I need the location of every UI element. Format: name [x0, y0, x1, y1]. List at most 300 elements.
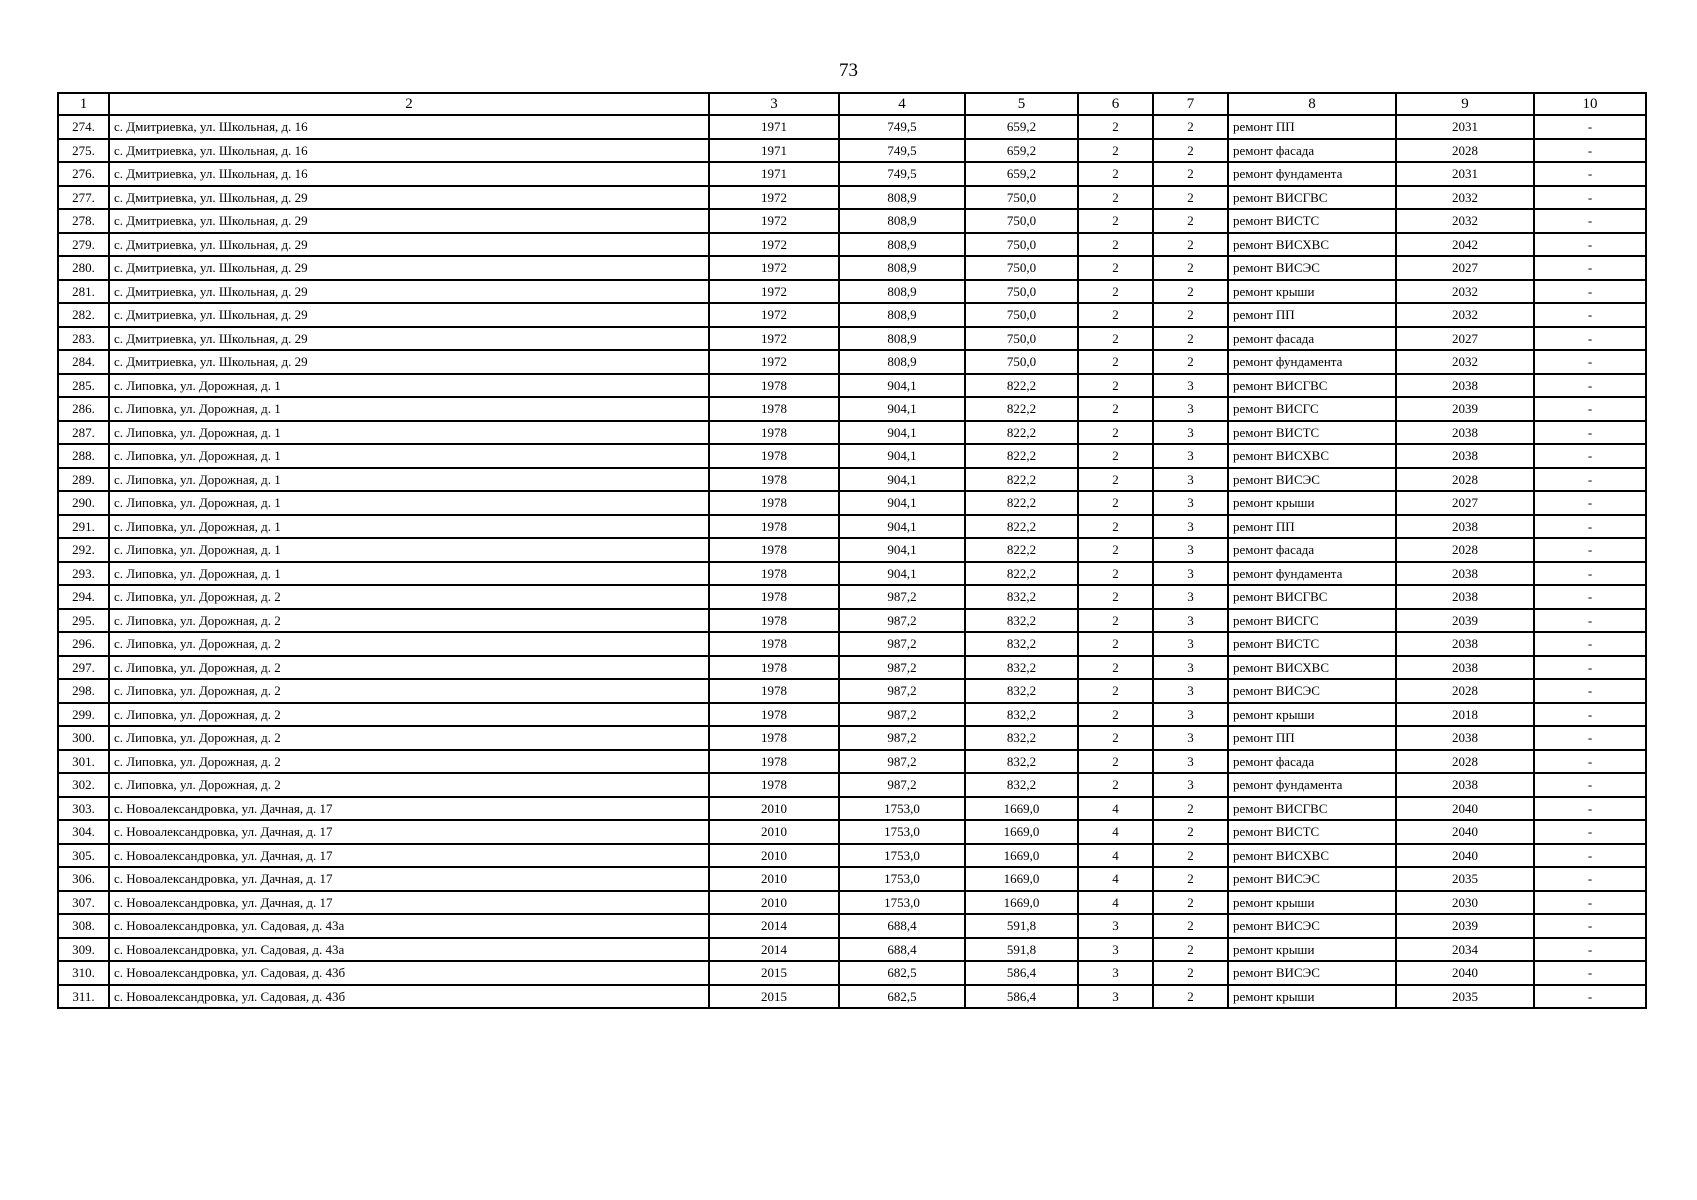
cell-planned-year: 2038 [1396, 444, 1534, 468]
table-row [58, 397, 1646, 421]
cell-entrances: 3 [1153, 538, 1228, 562]
cell-total-area: 682,5 [839, 961, 965, 985]
cell-year: 2014 [709, 914, 839, 938]
cell-total-area: 987,2 [839, 656, 965, 680]
cell-work-type: ремонт ВИСЭС [1228, 679, 1396, 703]
cell-floors: 2 [1078, 209, 1153, 233]
cell-entrances: 2 [1153, 209, 1228, 233]
cell-row-number: 294. [58, 585, 109, 609]
cell-year: 1978 [709, 444, 839, 468]
cell-address: с. Липовка, ул. Дорожная, д. 1 [109, 491, 709, 515]
cell-floors: 2 [1078, 703, 1153, 727]
cell-work-type: ремонт крыши [1228, 938, 1396, 962]
cell-row-number: 286. [58, 397, 109, 421]
cell-entrances: 2 [1153, 280, 1228, 304]
cell-floors: 4 [1078, 844, 1153, 868]
cell-year: 2010 [709, 797, 839, 821]
cell-living-area: 750,0 [965, 350, 1078, 374]
cell-total-area: 808,9 [839, 280, 965, 304]
cell-total-area: 904,1 [839, 515, 965, 539]
cell-floors: 2 [1078, 468, 1153, 492]
cell-floors: 4 [1078, 891, 1153, 915]
cell-note: - [1534, 938, 1646, 962]
cell-planned-year: 2032 [1396, 350, 1534, 374]
table-row [58, 115, 1646, 139]
cell-planned-year: 2035 [1396, 867, 1534, 891]
cell-row-number: 276. [58, 162, 109, 186]
cell-work-type: ремонт фундамента [1228, 773, 1396, 797]
cell-planned-year: 2039 [1396, 397, 1534, 421]
cell-entrances: 2 [1153, 327, 1228, 351]
cell-total-area: 904,1 [839, 397, 965, 421]
cell-year: 2010 [709, 891, 839, 915]
cell-work-type: ремонт фасада [1228, 750, 1396, 774]
cell-address: с. Липовка, ул. Дорожная, д. 1 [109, 468, 709, 492]
cell-total-area: 1753,0 [839, 844, 965, 868]
cell-entrances: 3 [1153, 421, 1228, 445]
table-row [58, 186, 1646, 210]
cell-total-area: 904,1 [839, 468, 965, 492]
cell-work-type: ремонт ВИСТС [1228, 820, 1396, 844]
cell-living-area: 750,0 [965, 233, 1078, 257]
cell-year: 1978 [709, 515, 839, 539]
cell-address: с. Липовка, ул. Дорожная, д. 2 [109, 726, 709, 750]
cell-planned-year: 2035 [1396, 985, 1534, 1009]
cell-note: - [1534, 186, 1646, 210]
cell-living-area: 659,2 [965, 115, 1078, 139]
table-row [58, 256, 1646, 280]
cell-year: 1972 [709, 233, 839, 257]
cell-year: 1978 [709, 491, 839, 515]
cell-living-area: 1669,0 [965, 844, 1078, 868]
cell-work-type: ремонт фасада [1228, 327, 1396, 351]
cell-row-number: 292. [58, 538, 109, 562]
cell-work-type: ремонт ВИСХВС [1228, 233, 1396, 257]
cell-note: - [1534, 374, 1646, 398]
table-row [58, 233, 1646, 257]
repair-register-table [57, 92, 1647, 1009]
table-row [58, 609, 1646, 633]
table-row [58, 867, 1646, 891]
cell-note: - [1534, 444, 1646, 468]
cell-total-area: 987,2 [839, 703, 965, 727]
cell-total-area: 1753,0 [839, 867, 965, 891]
cell-note: - [1534, 115, 1646, 139]
cell-floors: 2 [1078, 421, 1153, 445]
table-row [58, 938, 1646, 962]
cell-planned-year: 2034 [1396, 938, 1534, 962]
column-header-3: 3 [709, 93, 839, 115]
cell-floors: 2 [1078, 280, 1153, 304]
cell-address: с. Липовка, ул. Дорожная, д. 2 [109, 703, 709, 727]
cell-planned-year: 2032 [1396, 209, 1534, 233]
cell-work-type: ремонт фундамента [1228, 350, 1396, 374]
cell-living-area: 832,2 [965, 679, 1078, 703]
cell-total-area: 987,2 [839, 726, 965, 750]
cell-address: с. Липовка, ул. Дорожная, д. 2 [109, 585, 709, 609]
cell-planned-year: 2040 [1396, 820, 1534, 844]
cell-planned-year: 2032 [1396, 186, 1534, 210]
cell-planned-year: 2038 [1396, 773, 1534, 797]
cell-planned-year: 2027 [1396, 327, 1534, 351]
cell-entrances: 3 [1153, 468, 1228, 492]
cell-address: с. Липовка, ул. Дорожная, д. 1 [109, 374, 709, 398]
cell-total-area: 682,5 [839, 985, 965, 1009]
cell-entrances: 3 [1153, 609, 1228, 633]
cell-note: - [1534, 139, 1646, 163]
cell-row-number: 306. [58, 867, 109, 891]
cell-living-area: 1669,0 [965, 891, 1078, 915]
cell-address: с. Липовка, ул. Дорожная, д. 2 [109, 656, 709, 680]
table-row [58, 162, 1646, 186]
cell-entrances: 3 [1153, 444, 1228, 468]
cell-planned-year: 2031 [1396, 162, 1534, 186]
cell-total-area: 1753,0 [839, 820, 965, 844]
cell-living-area: 1669,0 [965, 820, 1078, 844]
cell-living-area: 832,2 [965, 750, 1078, 774]
cell-year: 1971 [709, 139, 839, 163]
cell-planned-year: 2032 [1396, 280, 1534, 304]
cell-year: 1978 [709, 609, 839, 633]
cell-address: с. Дмитриевка, ул. Школьная, д. 16 [109, 139, 709, 163]
cell-planned-year: 2039 [1396, 609, 1534, 633]
cell-living-area: 750,0 [965, 256, 1078, 280]
cell-living-area: 822,2 [965, 374, 1078, 398]
cell-floors: 2 [1078, 609, 1153, 633]
cell-note: - [1534, 985, 1646, 1009]
cell-row-number: 279. [58, 233, 109, 257]
cell-total-area: 808,9 [839, 209, 965, 233]
cell-year: 1971 [709, 115, 839, 139]
column-header-7: 7 [1153, 93, 1228, 115]
cell-floors: 3 [1078, 985, 1153, 1009]
cell-work-type: ремонт ВИСТС [1228, 632, 1396, 656]
cell-row-number: 310. [58, 961, 109, 985]
cell-planned-year: 2040 [1396, 961, 1534, 985]
cell-entrances: 3 [1153, 656, 1228, 680]
cell-total-area: 987,2 [839, 773, 965, 797]
table-row [58, 562, 1646, 586]
cell-note: - [1534, 773, 1646, 797]
table-row [58, 656, 1646, 680]
cell-row-number: 284. [58, 350, 109, 374]
cell-living-area: 750,0 [965, 186, 1078, 210]
cell-note: - [1534, 844, 1646, 868]
page-number: 73 [839, 60, 858, 81]
cell-note: - [1534, 703, 1646, 727]
cell-total-area: 987,2 [839, 632, 965, 656]
table-row [58, 820, 1646, 844]
cell-note: - [1534, 468, 1646, 492]
cell-address: с. Новоалександровка, ул. Дачная, д. 17 [109, 891, 709, 915]
cell-year: 2010 [709, 844, 839, 868]
cell-note: - [1534, 632, 1646, 656]
table-row [58, 703, 1646, 727]
cell-row-number: 288. [58, 444, 109, 468]
cell-note: - [1534, 726, 1646, 750]
cell-living-area: 586,4 [965, 985, 1078, 1009]
cell-note: - [1534, 679, 1646, 703]
table-row [58, 515, 1646, 539]
cell-address: с. Липовка, ул. Дорожная, д. 2 [109, 632, 709, 656]
table-row [58, 726, 1646, 750]
cell-row-number: 304. [58, 820, 109, 844]
cell-address: с. Липовка, ул. Дорожная, д. 2 [109, 679, 709, 703]
cell-floors: 2 [1078, 397, 1153, 421]
column-header-8: 8 [1228, 93, 1396, 115]
cell-year: 1972 [709, 327, 839, 351]
table-row [58, 679, 1646, 703]
cell-total-area: 904,1 [839, 491, 965, 515]
cell-planned-year: 2031 [1396, 115, 1534, 139]
cell-row-number: 282. [58, 303, 109, 327]
cell-total-area: 1753,0 [839, 797, 965, 821]
table-row [58, 421, 1646, 445]
table-row [58, 773, 1646, 797]
cell-floors: 4 [1078, 797, 1153, 821]
cell-row-number: 285. [58, 374, 109, 398]
cell-note: - [1534, 914, 1646, 938]
cell-living-area: 822,2 [965, 562, 1078, 586]
cell-note: - [1534, 397, 1646, 421]
cell-entrances: 3 [1153, 632, 1228, 656]
table-row [58, 797, 1646, 821]
cell-living-area: 822,2 [965, 421, 1078, 445]
cell-address: с. Дмитриевка, ул. Школьная, д. 29 [109, 280, 709, 304]
cell-work-type: ремонт ВИСГС [1228, 397, 1396, 421]
cell-total-area: 904,1 [839, 538, 965, 562]
cell-total-area: 987,2 [839, 679, 965, 703]
cell-row-number: 301. [58, 750, 109, 774]
cell-work-type: ремонт крыши [1228, 280, 1396, 304]
cell-year: 1978 [709, 773, 839, 797]
cell-total-area: 808,9 [839, 186, 965, 210]
cell-entrances: 2 [1153, 139, 1228, 163]
cell-floors: 2 [1078, 327, 1153, 351]
cell-work-type: ремонт ПП [1228, 515, 1396, 539]
cell-year: 1978 [709, 750, 839, 774]
cell-row-number: 309. [58, 938, 109, 962]
cell-entrances: 2 [1153, 844, 1228, 868]
cell-planned-year: 2038 [1396, 585, 1534, 609]
cell-living-area: 1669,0 [965, 867, 1078, 891]
cell-row-number: 291. [58, 515, 109, 539]
cell-work-type: ремонт ВИСГВС [1228, 797, 1396, 821]
cell-address: с. Дмитриевка, ул. Школьная, д. 29 [109, 186, 709, 210]
cell-entrances: 3 [1153, 491, 1228, 515]
cell-work-type: ремонт ПП [1228, 726, 1396, 750]
cell-row-number: 302. [58, 773, 109, 797]
cell-year: 1978 [709, 374, 839, 398]
column-header-2: 2 [109, 93, 709, 115]
table-row [58, 914, 1646, 938]
cell-floors: 2 [1078, 139, 1153, 163]
cell-address: с. Липовка, ул. Дорожная, д. 1 [109, 444, 709, 468]
cell-address: с. Дмитриевка, ул. Школьная, д. 16 [109, 115, 709, 139]
cell-year: 1972 [709, 350, 839, 374]
cell-note: - [1534, 891, 1646, 915]
cell-year: 1978 [709, 726, 839, 750]
cell-living-area: 591,8 [965, 938, 1078, 962]
cell-row-number: 283. [58, 327, 109, 351]
cell-planned-year: 2027 [1396, 256, 1534, 280]
cell-total-area: 749,5 [839, 139, 965, 163]
cell-note: - [1534, 750, 1646, 774]
cell-year: 2015 [709, 985, 839, 1009]
cell-planned-year: 2018 [1396, 703, 1534, 727]
cell-total-area: 1753,0 [839, 891, 965, 915]
table-row [58, 280, 1646, 304]
cell-total-area: 904,1 [839, 421, 965, 445]
cell-total-area: 808,9 [839, 327, 965, 351]
cell-note: - [1534, 233, 1646, 257]
cell-address: с. Новоалександровка, ул. Садовая, д. 43а [109, 938, 709, 962]
cell-total-area: 808,9 [839, 233, 965, 257]
cell-floors: 2 [1078, 256, 1153, 280]
cell-row-number: 295. [58, 609, 109, 633]
cell-entrances: 3 [1153, 515, 1228, 539]
cell-entrances: 2 [1153, 186, 1228, 210]
cell-total-area: 808,9 [839, 350, 965, 374]
cell-floors: 3 [1078, 914, 1153, 938]
cell-row-number: 297. [58, 656, 109, 680]
cell-living-area: 822,2 [965, 515, 1078, 539]
cell-row-number: 275. [58, 139, 109, 163]
cell-address: с. Новоалександровка, ул. Садовая, д. 43а [109, 914, 709, 938]
cell-floors: 2 [1078, 585, 1153, 609]
cell-address: с. Новоалександровка, ул. Садовая, д. 43б [109, 961, 709, 985]
cell-address: с. Липовка, ул. Дорожная, д. 1 [109, 538, 709, 562]
cell-entrances: 2 [1153, 162, 1228, 186]
cell-row-number: 293. [58, 562, 109, 586]
cell-entrances: 2 [1153, 938, 1228, 962]
table-row [58, 632, 1646, 656]
cell-note: - [1534, 256, 1646, 280]
cell-work-type: ремонт ВИСГВС [1228, 186, 1396, 210]
cell-work-type: ремонт ВИСГВС [1228, 585, 1396, 609]
cell-note: - [1534, 562, 1646, 586]
cell-note: - [1534, 515, 1646, 539]
table-row [58, 491, 1646, 515]
cell-living-area: 832,2 [965, 773, 1078, 797]
cell-year: 1978 [709, 703, 839, 727]
cell-planned-year: 2040 [1396, 844, 1534, 868]
cell-row-number: 281. [58, 280, 109, 304]
cell-address: с. Липовка, ул. Дорожная, д. 2 [109, 609, 709, 633]
cell-living-area: 832,2 [965, 726, 1078, 750]
cell-living-area: 822,2 [965, 538, 1078, 562]
cell-note: - [1534, 656, 1646, 680]
cell-note: - [1534, 609, 1646, 633]
cell-entrances: 3 [1153, 703, 1228, 727]
cell-year: 1978 [709, 468, 839, 492]
cell-planned-year: 2038 [1396, 562, 1534, 586]
cell-address: с. Дмитриевка, ул. Школьная, д. 29 [109, 327, 709, 351]
cell-entrances: 3 [1153, 585, 1228, 609]
cell-year: 2010 [709, 867, 839, 891]
cell-total-area: 987,2 [839, 609, 965, 633]
cell-note: - [1534, 867, 1646, 891]
cell-total-area: 904,1 [839, 562, 965, 586]
cell-row-number: 303. [58, 797, 109, 821]
cell-work-type: ремонт крыши [1228, 891, 1396, 915]
cell-total-area: 688,4 [839, 938, 965, 962]
cell-living-area: 659,2 [965, 162, 1078, 186]
cell-living-area: 832,2 [965, 656, 1078, 680]
cell-floors: 2 [1078, 162, 1153, 186]
cell-year: 1978 [709, 562, 839, 586]
cell-work-type: ремонт фундамента [1228, 562, 1396, 586]
column-header-4: 4 [839, 93, 965, 115]
cell-living-area: 750,0 [965, 303, 1078, 327]
cell-address: с. Новоалександровка, ул. Дачная, д. 17 [109, 867, 709, 891]
cell-living-area: 822,2 [965, 444, 1078, 468]
cell-note: - [1534, 538, 1646, 562]
cell-entrances: 3 [1153, 726, 1228, 750]
cell-living-area: 832,2 [965, 609, 1078, 633]
cell-row-number: 305. [58, 844, 109, 868]
table-row [58, 374, 1646, 398]
cell-entrances: 2 [1153, 961, 1228, 985]
cell-year: 1978 [709, 538, 839, 562]
cell-living-area: 659,2 [965, 139, 1078, 163]
cell-work-type: ремонт фундамента [1228, 162, 1396, 186]
cell-row-number: 296. [58, 632, 109, 656]
cell-living-area: 822,2 [965, 468, 1078, 492]
cell-year: 1972 [709, 186, 839, 210]
cell-total-area: 749,5 [839, 115, 965, 139]
column-header-5: 5 [965, 93, 1078, 115]
cell-living-area: 1669,0 [965, 797, 1078, 821]
cell-work-type: ремонт ПП [1228, 115, 1396, 139]
cell-work-type: ремонт фасада [1228, 538, 1396, 562]
cell-floors: 2 [1078, 538, 1153, 562]
cell-row-number: 274. [58, 115, 109, 139]
cell-year: 2015 [709, 961, 839, 985]
cell-planned-year: 2038 [1396, 656, 1534, 680]
cell-entrances: 2 [1153, 256, 1228, 280]
cell-entrances: 3 [1153, 374, 1228, 398]
cell-floors: 2 [1078, 515, 1153, 539]
cell-floors: 2 [1078, 773, 1153, 797]
column-header-10: 10 [1534, 93, 1646, 115]
cell-work-type: ремонт ВИСЭС [1228, 468, 1396, 492]
cell-year: 1978 [709, 679, 839, 703]
table-row [58, 350, 1646, 374]
cell-row-number: 299. [58, 703, 109, 727]
cell-total-area: 904,1 [839, 444, 965, 468]
table-row [58, 585, 1646, 609]
cell-note: - [1534, 797, 1646, 821]
cell-address: с. Липовка, ул. Дорожная, д. 2 [109, 773, 709, 797]
cell-work-type: ремонт ВИСЭС [1228, 914, 1396, 938]
cell-floors: 2 [1078, 115, 1153, 139]
cell-row-number: 277. [58, 186, 109, 210]
cell-planned-year: 2032 [1396, 303, 1534, 327]
cell-entrances: 3 [1153, 773, 1228, 797]
cell-year: 1978 [709, 585, 839, 609]
cell-floors: 2 [1078, 350, 1153, 374]
table-row [58, 303, 1646, 327]
cell-planned-year: 2038 [1396, 632, 1534, 656]
cell-row-number: 307. [58, 891, 109, 915]
cell-planned-year: 2039 [1396, 914, 1534, 938]
cell-planned-year: 2030 [1396, 891, 1534, 915]
cell-year: 2014 [709, 938, 839, 962]
cell-floors: 2 [1078, 562, 1153, 586]
cell-planned-year: 2038 [1396, 421, 1534, 445]
cell-address: с. Дмитриевка, ул. Школьная, д. 29 [109, 303, 709, 327]
